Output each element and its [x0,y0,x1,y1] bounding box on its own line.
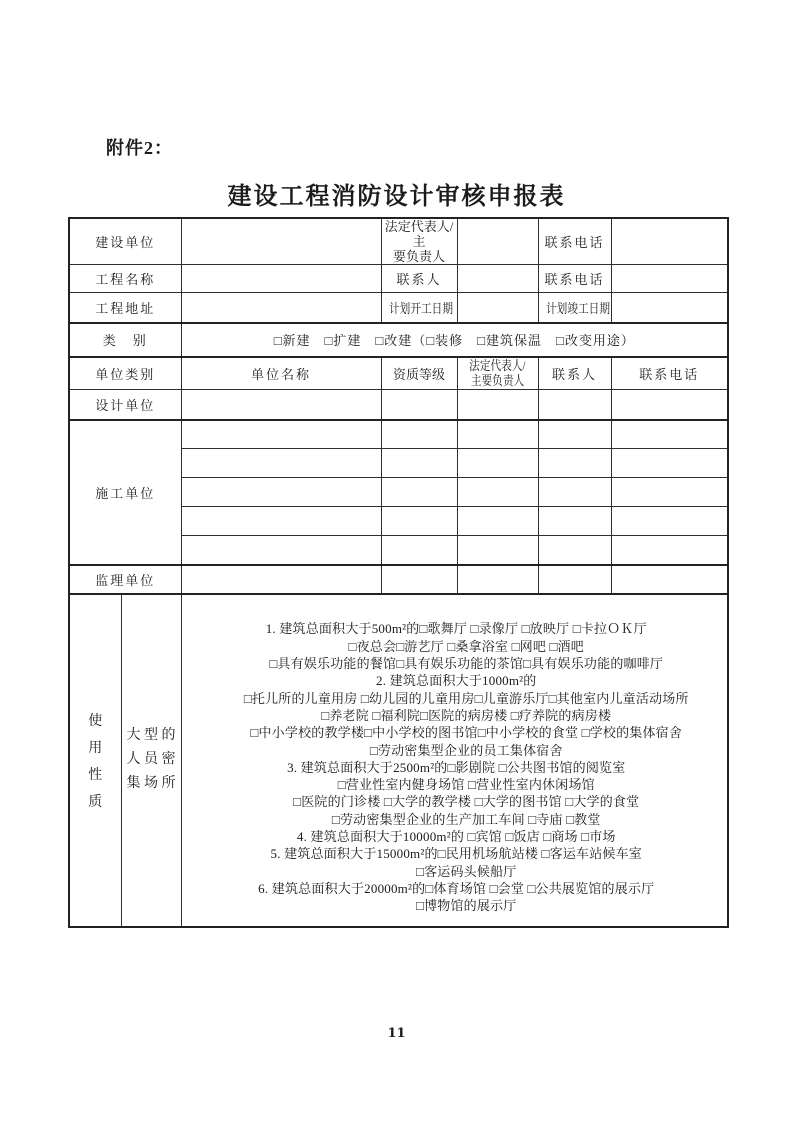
contact-phone-input-cell-2[interactable] [611,265,728,293]
category-checkbox-options[interactable]: □新建 □扩建 □改建（□装修 □建筑保温 □改变用途） [181,323,728,357]
attachment-label: 附件2： [106,138,173,158]
usage-line-item[interactable]: □养老院 □福利院□医院的病房楼 □疗养院的病房楼 [321,707,612,723]
contact-phone-label-2: 联系电话 [538,265,611,293]
construction-unit-contact-input-cell[interactable] [538,507,611,536]
construction-org-label: 建设单位 [69,218,181,265]
usage-line-item[interactable]: 4. 建筑总面积大于10000m²的 □宾馆 □饭店 □商场 □市场 [296,829,616,845]
construction-unit-phone-input-cell[interactable] [611,507,728,536]
usage-line-item[interactable]: 6. 建筑总面积大于20000m²的□体育场馆 □会堂 □公共展览馆的展示厅 [258,880,655,896]
row-project-name [69,265,728,293]
construction-unit-contact-input-cell[interactable] [538,420,611,449]
contact-person-input-cell[interactable] [457,265,538,293]
construction-unit-legal-input-cell[interactable] [457,478,538,507]
construction-unit-name-input-cell[interactable] [181,420,381,449]
design-unit-phone-input-cell[interactable] [611,390,728,420]
usage-line-item[interactable]: □夜总会□游艺厅 □桑拿浴室 □网吧 □酒吧 [348,638,584,654]
usage-line-item[interactable]: □营业性室内健身场馆 □营业性室内休闲场馆 [337,777,595,793]
row-construction-unit-1 [69,420,728,449]
legal-representative-label-line1: 法定代表人/主 [384,219,454,249]
row-category [69,323,728,357]
row-design-unit [69,390,728,420]
usage-nature-char: 性 [88,767,103,783]
supervision-unit-name-input-cell[interactable] [181,565,381,594]
usage-line-item[interactable]: 1. 建筑总面积大于500m²的□歌舞厅 □录像厅 □放映厅 □卡拉ＯＫ厅 [265,621,647,637]
construction-unit-legal-input-cell[interactable] [457,536,538,565]
crowded-places-label-line: 人 员 密 [126,752,176,767]
planned-completion-date-label-text: 计划竣工日期 [545,300,610,316]
crowded-places-label [121,594,181,927]
legal-representative-label-line2: 要负责人 [393,249,446,264]
construction-unit-grade-input-cell[interactable] [381,449,457,478]
usage-line-item[interactable]: 3. 建筑总面积大于2500m²的□影剧院 □公共图书馆的阅览室 [287,759,626,775]
usage-line-item[interactable]: □客运码头候船厅 [416,863,517,879]
construction-unit-grade-input-cell[interactable] [381,536,457,565]
usage-nature-char: 使 [88,713,103,729]
page-number: 11 [387,1026,406,1041]
row-supervision-unit [69,565,728,594]
construction-unit-contact-input-cell[interactable] [538,536,611,565]
contact-phone-input-cell-1[interactable] [611,218,728,265]
construction-unit-phone-input-cell[interactable] [611,536,728,565]
usage-line-item[interactable]: □博物馆的展示厅 [416,898,517,914]
contact-phone-label-1: 联系电话 [538,218,611,265]
construction-unit-legal-input-cell[interactable] [457,449,538,478]
usage-line-item[interactable]: □劳动密集型企业的生产加工车间 □寺庙 □教堂 [331,811,601,827]
construction-unit-grade-input-cell[interactable] [381,478,457,507]
construction-unit-phone-input-cell[interactable] [611,449,728,478]
construction-unit-name-input-cell[interactable] [181,536,381,565]
supervision-unit-grade-input-cell[interactable] [381,565,457,594]
usage-nature-label [69,594,121,927]
row-unit-header [69,357,728,390]
design-unit-legal-input-cell[interactable] [457,390,538,420]
usage-checkbox-list [181,594,728,927]
construction-unit-legal-input-cell[interactable] [457,420,538,449]
supervision-unit-phone-input-cell[interactable] [611,565,728,594]
planned-completion-date-input-cell[interactable] [611,293,728,323]
construction-unit-phone-input-cell[interactable] [611,420,728,449]
usage-line-item[interactable]: 2. 建筑总面积大于1000m²的 [376,673,537,689]
category-label: 类 别 [69,323,181,357]
row-construction-org [69,218,728,265]
planned-completion-date-label [538,293,611,323]
legal-representative-input-cell[interactable] [457,218,538,265]
usage-line-item[interactable]: □托儿所的儿童用房 □幼儿园的儿童用房□儿童游乐厅□其他室内儿童活动场所 [243,690,689,706]
usage-line-item[interactable]: □医院的门诊楼 □大学的教学楼 □大学的图书馆 □大学的食堂 [293,794,640,810]
design-unit-contact-input-cell[interactable] [538,390,611,420]
construction-unit-contact-input-cell[interactable] [538,478,611,507]
usage-line-item[interactable]: □中小学校的教学楼□中小学校的图书馆□中小学校的食堂 □学校的集体宿舍 [250,725,683,741]
crowded-places-label-line: 集 场 所 [126,776,176,791]
construction-unit-name-input-cell[interactable] [181,507,381,536]
construction-unit-grade-input-cell[interactable] [381,507,457,536]
unit-name-header: 单位名称 [181,357,381,390]
project-address-input-cell[interactable] [181,293,381,323]
design-unit-grade-input-cell[interactable] [381,390,457,420]
construction-unit-legal-input-cell[interactable] [457,507,538,536]
planned-start-date-label [381,293,457,323]
unit-phone-header: 联系电话 [611,357,728,390]
construction-unit-grade-input-cell[interactable] [381,420,457,449]
usage-line-item[interactable]: □劳动密集型企业的员工集体宿舍 [369,742,563,758]
usage-line-item[interactable]: □具有娱乐功能的餐馆□具有娱乐功能的茶馆□具有娱乐功能的咖啡厅 [269,656,664,672]
planned-start-date-input-cell[interactable] [457,293,538,323]
contact-person-label: 联系人 [381,265,457,293]
unit-grade-header: 资质等级 [381,357,457,390]
design-unit-name-input-cell[interactable] [181,390,381,420]
supervision-unit-contact-input-cell[interactable] [538,565,611,594]
usage-nature-char: 质 [88,794,103,810]
unit-legal-representative-header [457,357,538,390]
construction-unit-phone-input-cell[interactable] [611,478,728,507]
row-project-address [69,293,728,323]
supervision-unit-legal-input-cell[interactable] [457,565,538,594]
design-unit-label: 设计单位 [69,390,181,420]
construction-unit-label: 施工单位 [69,420,181,565]
crowded-places-label-line: 大 型 的 [126,728,176,743]
construction-org-input-cell[interactable] [181,218,381,265]
project-name-input-cell[interactable] [181,265,381,293]
unit-contact-header: 联系人 [538,357,611,390]
construction-unit-name-input-cell[interactable] [181,449,381,478]
construction-unit-contact-input-cell[interactable] [538,449,611,478]
application-form-table [68,217,729,928]
unit-legal-representative-header-line2: 主要负责人 [470,373,525,389]
project-address-label: 工程地址 [69,293,181,323]
legal-representative-label [381,218,457,265]
construction-unit-name-input-cell[interactable] [181,478,381,507]
form-title: 建设工程消防设计审核申报表 [227,183,566,210]
project-name-label: 工程名称 [69,265,181,293]
usage-nature-char: 用 [88,740,103,756]
supervision-unit-label: 监理单位 [69,565,181,594]
unit-legal-representative-header-line1: 法定代表人/ [469,358,526,374]
row-usage-nature [69,594,728,927]
unit-type-header: 单位类别 [69,357,181,390]
usage-line-item[interactable]: 5. 建筑总面积大于15000m²的□民用机场航站楼 □客运车站候车室 [270,846,642,862]
planned-start-date-label-text: 计划开工日期 [388,300,453,316]
